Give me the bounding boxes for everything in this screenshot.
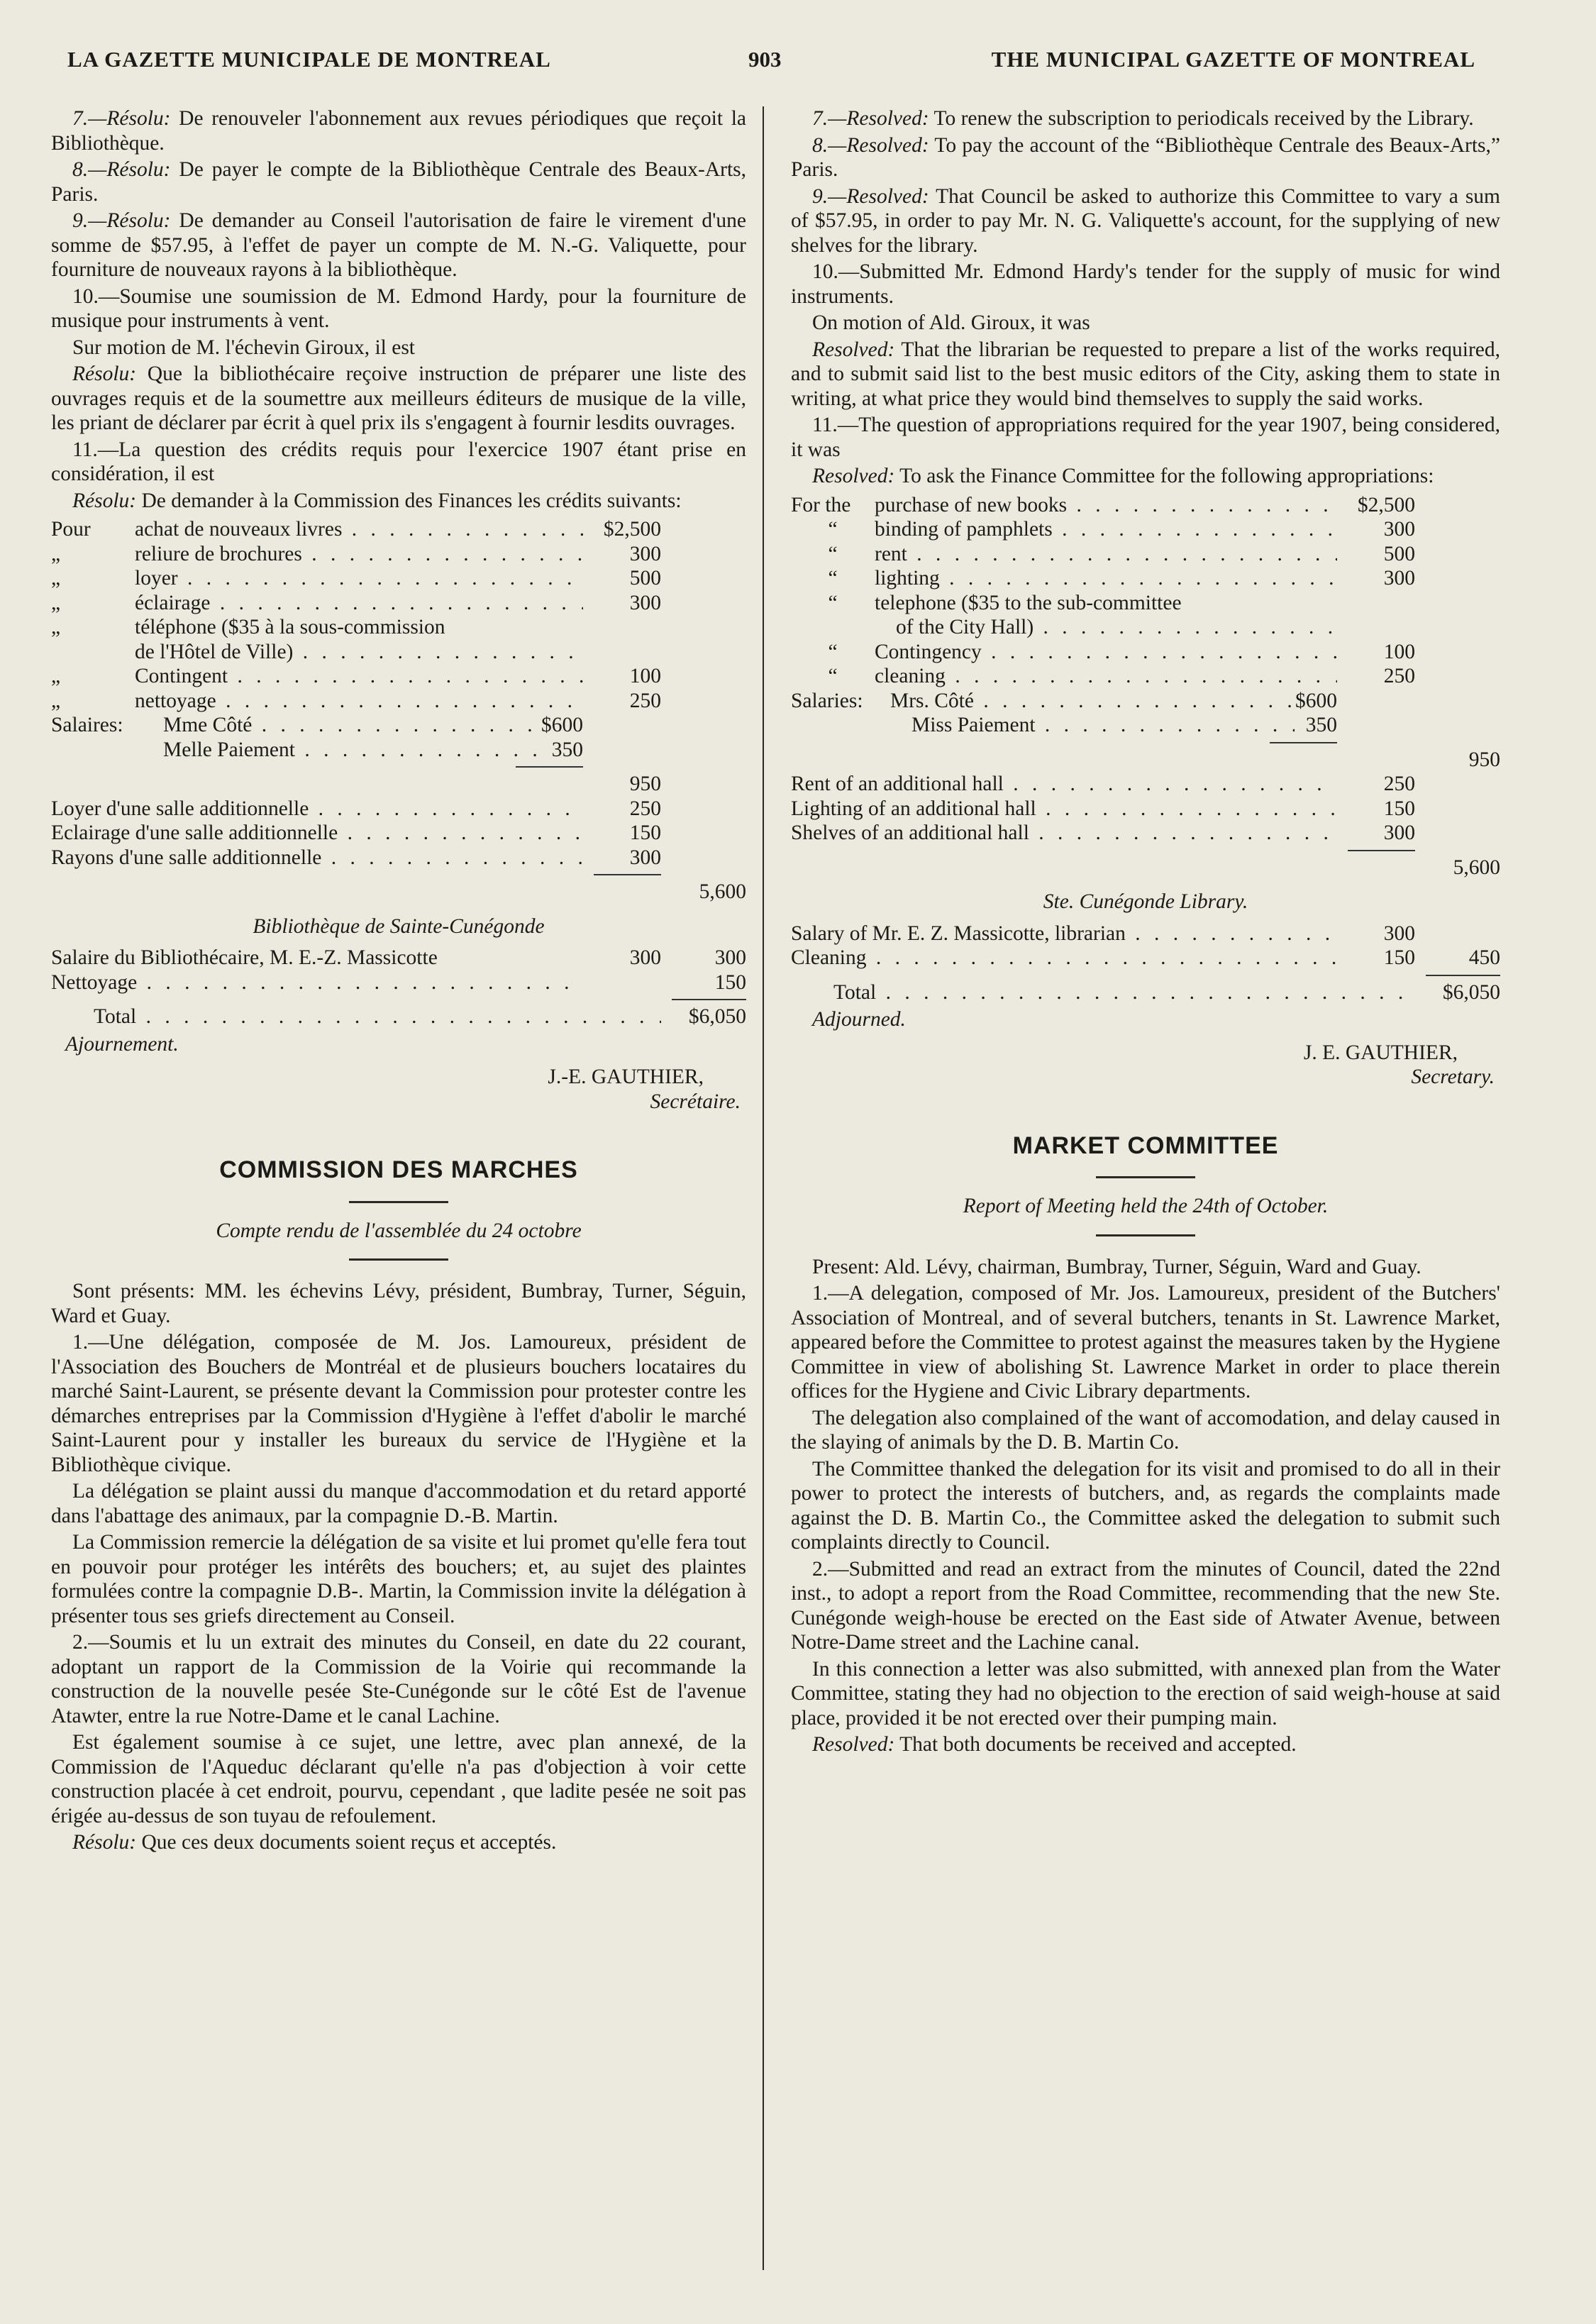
resolution-label: Résolu: bbox=[72, 1831, 137, 1854]
total-rule bbox=[791, 846, 1500, 856]
salaries-label: Salaires: bbox=[51, 714, 123, 736]
row-amount: 500 bbox=[1383, 542, 1415, 565]
resolution-label: 9.—Résolu: bbox=[72, 209, 171, 232]
resolution-label: Résolu: bbox=[72, 363, 137, 385]
salary-row bbox=[51, 946, 746, 970]
total-rule bbox=[51, 995, 746, 1005]
report-subtitle: Report of Meeting held the 24th of October. bbox=[963, 1195, 1329, 1217]
row-amount: 300 bbox=[1383, 518, 1415, 541]
row-amount: 300 bbox=[629, 542, 661, 565]
ditto-mark: „ bbox=[51, 591, 61, 614]
row-label: Rent of an additional hall . . . bbox=[791, 772, 1337, 797]
market-item-2: 2.—Soumis et lu un extrait des minutes du Conseil, en date du 22 courant, adoptant un rapport de la Commission de la Voirie qui recommande la construction de la nouvelle pesée Ste-Cunégonde sur le côté Est de l'avenue Atawter, entre la rue Notre-Dame et le canal Lachine. bbox=[51, 1631, 746, 1727]
grand-total: $6,050 bbox=[1442, 980, 1500, 1004]
resolution-label: 8.—Resolved: bbox=[812, 133, 929, 157]
total-rule bbox=[791, 970, 1500, 980]
row-label: Shelves of an additional hall . . . bbox=[791, 821, 1337, 846]
signature-block bbox=[791, 1041, 1500, 1090]
appropriation-row bbox=[51, 640, 746, 665]
salary-row bbox=[791, 713, 1500, 738]
market-item-1: 1.—Une délégation, composée de M. Jos. Lamoureux, président de l'Association des Bouchers de Montréal et de plusieurs bouchers locataires du marché Saint-Laurent, se présente devant la Commission pour protester contre les démarches entreprises par la Commission d'Hygiène à l'effet d'abolir le marché Saint-Laurent pour y installer les bureaux du service de l'Hygiène et la Bibliothèque civique. bbox=[51, 1331, 746, 1476]
row-amount: 250 bbox=[629, 797, 661, 820]
row-amount: $600 bbox=[541, 714, 583, 736]
row-label: Salaire du Bibliothécaire, M. E.-Z. Massicotte bbox=[51, 946, 438, 969]
row-amount: $2,500 bbox=[1357, 493, 1415, 516]
item-8-fr bbox=[51, 157, 746, 206]
appropriation-row bbox=[791, 821, 1500, 846]
row-amount: 100 bbox=[1383, 640, 1415, 663]
cleaning-row bbox=[791, 946, 1500, 970]
page-number: 903 bbox=[748, 47, 782, 72]
row-label: binding of pamphlets . . . bbox=[875, 517, 1337, 542]
row-label: éclairage . . . bbox=[135, 591, 583, 616]
ditto-mark: „ bbox=[51, 542, 61, 565]
row-label: de l'Hôtel de Ville) . . . bbox=[135, 640, 583, 665]
resolution-11-en bbox=[791, 464, 1500, 489]
ste-cunegonde-table-en bbox=[791, 922, 1500, 1005]
divider bbox=[349, 1258, 448, 1261]
ste-cunegonde-table-fr bbox=[51, 946, 746, 1029]
appropriation-row bbox=[51, 517, 746, 542]
appropriation-row bbox=[51, 566, 746, 591]
ditto-mark: “ bbox=[828, 591, 838, 614]
ditto-mark: “ bbox=[828, 542, 838, 565]
row-label: rent . . . bbox=[875, 542, 1337, 567]
market-item-2: 2.—Submitted and read an extract from the minutes of Council, dated the 22nd inst., to adopt a report from the Road Committee, recommending that the new Ste. Cunégonde weigh-house be erected on the East side of Atwater Avenue, between Notre-Dame street and the Lachine canal. bbox=[791, 1557, 1500, 1654]
row-amount: 250 bbox=[1383, 665, 1415, 687]
row-amount: 150 bbox=[1383, 797, 1415, 820]
total-row bbox=[791, 856, 1500, 880]
row-label: Mrs. Côté . . . bbox=[890, 689, 1295, 714]
item-7-en bbox=[791, 106, 1500, 131]
row-label: Contingent . . . bbox=[135, 664, 583, 689]
subtotal-row bbox=[51, 772, 746, 797]
ste-cunegonde-heading: Ste. Cunégonde Library. bbox=[1043, 890, 1248, 913]
appropriation-row bbox=[791, 772, 1500, 797]
report-subtitle: Compte rendu de l'assemblée du 24 octobre bbox=[216, 1219, 582, 1242]
ditto-mark: “ bbox=[828, 665, 838, 687]
row-label: lighting . . . bbox=[875, 566, 1337, 591]
resolution-10-fr bbox=[51, 362, 746, 436]
secretary-name: J.-E. GAUTHIER, bbox=[548, 1066, 704, 1088]
item-11-fr: 11.—La question des crédits requis pour l'exercice 1907 étant prise en considération, il est bbox=[51, 438, 746, 485]
item-8-en bbox=[791, 133, 1500, 182]
item-text: To pay the account of the “Bibliothèque Centrale des Beaux-Arts,” Paris. bbox=[791, 133, 1500, 181]
item-9-en bbox=[791, 184, 1500, 258]
row-amount: 300 bbox=[714, 946, 746, 969]
row-prefix: For the bbox=[791, 493, 851, 516]
appropriation-row bbox=[791, 664, 1500, 689]
appropriation-row bbox=[51, 615, 746, 640]
grand-total-row bbox=[791, 980, 1500, 1005]
salary-row bbox=[791, 689, 1500, 714]
item-text: That the librarian be requested to prepare a list of the works required, and to submit said list to the best music editors of the City, asking them to state in writing, at what price they would bind themselves to supply the said works. bbox=[791, 338, 1500, 410]
grand-total: $6,050 bbox=[688, 1005, 746, 1028]
row-amount: 500 bbox=[629, 567, 661, 590]
row-amount: 300 bbox=[1383, 922, 1415, 945]
resolution-10-en bbox=[791, 338, 1500, 411]
ditto-mark: „ bbox=[51, 567, 61, 590]
appropriation-row bbox=[791, 542, 1500, 567]
subtotal-amount: 950 bbox=[629, 773, 661, 795]
total-rule bbox=[51, 870, 746, 880]
row-amount: 300 bbox=[629, 591, 661, 614]
ditto-mark: “ bbox=[828, 518, 838, 541]
subtotal-row bbox=[791, 748, 1500, 773]
appropriation-row bbox=[51, 542, 746, 567]
row-label: nettoyage . . . bbox=[135, 689, 583, 714]
header-english-title: THE MUNICIPAL GAZETTE OF MONTREAL bbox=[991, 47, 1475, 72]
market-item-1c: The Committee thanked the delegation for its visit and promised to do all in their power to protect the interests of butchers, and, as regards the complaints made against the D. B. Martin Co., the Committee asked the delegation to submit such complaints directly to Council. bbox=[791, 1457, 1500, 1554]
item-9-fr bbox=[51, 209, 746, 282]
attendance: Present: Ald. Lévy, chairman, Bumbray, Turner, Séguin, Ward and Guay. bbox=[812, 1255, 1422, 1278]
item-text: Que ces deux documents soient reçus et acceptés. bbox=[136, 1831, 557, 1854]
resolution-label: 7.—Resolved: bbox=[812, 107, 929, 130]
resolution-label: Resolved: bbox=[812, 338, 895, 361]
column-divider bbox=[763, 106, 764, 2270]
row-amount: 250 bbox=[629, 689, 661, 712]
signature-block bbox=[51, 1065, 746, 1114]
row-amount: 450 bbox=[1468, 946, 1500, 969]
divider bbox=[1096, 1176, 1195, 1178]
row-label: achat de nouveaux livres . . . bbox=[135, 517, 583, 542]
appropriation-row bbox=[51, 821, 746, 846]
market-item-2b: In this connection a letter was also submitted, with annexed plan from the Water Committee, stating they had no objection to the erection of said weigh-house at said place, provided it be not erected over their pumping main. bbox=[791, 1657, 1500, 1730]
appropriation-row bbox=[791, 493, 1500, 518]
appropriation-row bbox=[791, 615, 1500, 640]
salaries-label: Salaries: bbox=[791, 689, 863, 712]
appropriations-table-fr bbox=[51, 517, 746, 904]
row-label: cleaning . . . bbox=[875, 664, 1337, 689]
row-label: Loyer d'une salle additionnelle . . . bbox=[51, 797, 583, 821]
item-text: That Council be asked to authorize this Committee to vary a sum of $57.95, in order to pay Mr. N. G. Valiquette's account, for the supplying of new shelves for the library. bbox=[791, 184, 1500, 257]
row-label: Miss Paiement . . . bbox=[911, 713, 1295, 738]
market-resolution bbox=[791, 1732, 1500, 1757]
row-label: Nettoyage . . . bbox=[51, 970, 583, 995]
market-item-1: 1.—A delegation, composed of Mr. Jos. Lamoureux, president of the Butchers' Association of Montreal, and of several butchers, tenants in St. Lawrence Market, appeared before the Committee to protest against the measures taken by the Hygiene Committee in view of abolishing St. Lawrence Market in order to place therein offices for the Hygiene and Civic Library departments. bbox=[791, 1282, 1500, 1402]
row-label: loyer . . . bbox=[135, 566, 583, 591]
row-amount: 350 bbox=[551, 738, 583, 761]
row-label: Cleaning . . . bbox=[791, 946, 1337, 970]
market-resolution bbox=[51, 1830, 746, 1855]
row-label: Contingency . . . bbox=[875, 640, 1337, 665]
english-column bbox=[791, 106, 1500, 1759]
item-text: That both documents be received and accepted. bbox=[894, 1733, 1297, 1756]
resolution-label: 7.—Résolu: bbox=[72, 107, 171, 130]
ditto-mark: „ bbox=[51, 689, 61, 712]
secretary-title: Secrétaire. bbox=[650, 1090, 741, 1113]
divider bbox=[349, 1201, 448, 1203]
row-amount: 300 bbox=[1383, 821, 1415, 844]
resolution-label: 9.—Resolved: bbox=[812, 184, 929, 208]
row-label: reliure de brochures . . . bbox=[135, 542, 583, 567]
ditto-mark: “ bbox=[828, 567, 838, 590]
subtotal-rule bbox=[791, 738, 1500, 748]
item-text: De demander à la Commission des Finances les crédits suivants: bbox=[136, 489, 682, 512]
motion-fr: Sur motion de M. l'échevin Giroux, il est bbox=[72, 336, 415, 359]
secretary-title: Secretary. bbox=[1411, 1066, 1495, 1088]
appropriation-row bbox=[791, 566, 1500, 591]
resolution-label: 8.—Résolu: bbox=[72, 158, 171, 181]
row-label: Melle Paiement . . . bbox=[135, 738, 541, 763]
item-text: To renew the subscription to periodicals received by the Library. bbox=[929, 107, 1474, 130]
appropriation-row bbox=[51, 689, 746, 714]
market-item-1b: The delegation also complained of the want of accomodation, and delay caused in the slaying of animals by the D. B. Martin Co. bbox=[791, 1406, 1500, 1454]
row-amount: $600 bbox=[1295, 689, 1337, 712]
row-amount: 300 bbox=[629, 946, 661, 969]
row-amount: 300 bbox=[629, 846, 661, 869]
ditto-mark: „ bbox=[51, 665, 61, 687]
market-item-2b: Est également soumise à ce sujet, une lettre, avec plan annexé, de la Commission de l'Aqueduc déclarant qu'elle n'a pas d'objection à voir cette construction placée à cet endroit, pourvu, cependant , que ladite pesée ne soit pas érigée au-dessus de son tuyau de refoulement. bbox=[51, 1731, 746, 1827]
appropriation-row bbox=[51, 664, 746, 689]
resolution-label: Resolved: bbox=[812, 465, 895, 487]
row-amount: 150 bbox=[1383, 946, 1415, 969]
french-column bbox=[51, 106, 746, 1857]
item-text: De payer le compte de la Bibliothèque Centrale des Beaux-Arts, Paris. bbox=[51, 158, 746, 206]
appropriation-row bbox=[51, 591, 746, 616]
item-10-en: 10.—Submitted Mr. Edmond Hardy's tender for the supply of music for wind instruments. bbox=[791, 260, 1500, 308]
total-amount: 5,600 bbox=[1453, 856, 1500, 879]
adjournment: Adjourned. bbox=[812, 1008, 906, 1031]
secretary-name: J. E. GAUTHIER, bbox=[1303, 1041, 1458, 1064]
subtotal-rule bbox=[51, 762, 746, 772]
item-text: Que la bibliothécaire reçoive instruction de préparer une liste des ouvrages requis et de la soumettre aux meilleurs éditeurs de musique de la ville, les priant de déclarer par écrit à quel prix ils s'engagent à fournir lesdits ouvrages. bbox=[51, 363, 746, 434]
appropriation-row bbox=[51, 797, 746, 821]
row-amount: 350 bbox=[1305, 714, 1337, 736]
header-french-title: LA GAZETTE MUNICIPALE DE MONTREAL bbox=[67, 47, 551, 72]
row-label: telephone ($35 to the sub-committee bbox=[875, 591, 1182, 614]
item-text: De demander au Conseil l'autorisation de faire le virement d'une somme de $57.95, à l'effet de payer un compte de M. N.-G. Valiquette, pour fourniture de nouveaux rayons à la bibliothèque. bbox=[51, 209, 746, 281]
item-7-fr bbox=[51, 106, 746, 155]
appropriation-row bbox=[791, 517, 1500, 542]
resolution-11-fr bbox=[51, 489, 746, 514]
ditto-mark: „ bbox=[51, 616, 61, 638]
resolution-label: Resolved: bbox=[812, 1733, 895, 1756]
row-amount: $2,500 bbox=[603, 518, 661, 541]
total-amount: 5,600 bbox=[699, 880, 746, 903]
market-item-1b: La délégation se plaint aussi du manque d'accommodation et du retard apporté dans l'abattage des animaux, par la compagnie D.-B. Martin. bbox=[51, 1480, 746, 1527]
ste-cunegonde-heading: Bibliothèque de Sainte-Cunégonde bbox=[253, 914, 545, 938]
running-head bbox=[67, 47, 1475, 82]
salary-row bbox=[51, 738, 746, 763]
appropriation-row bbox=[51, 846, 746, 870]
total-label: Total . . . bbox=[51, 1005, 661, 1029]
appropriations-table-en bbox=[791, 493, 1500, 880]
divider bbox=[1096, 1234, 1195, 1236]
appropriation-row bbox=[791, 797, 1500, 821]
market-item-1c: La Commission remercie la délégation de sa visite et lui promet qu'elle fera tout en pouvoir pour protéger les intérêts des bouchers; et, au sujet des plaintes formulées contre la compagnie D.B-. Martin, la Commission invite la délégation à présenter tous ses griefs directement au Conseil. bbox=[51, 1531, 746, 1627]
item-10-fr: 10.—Soumise une soumission de M. Edmond Hardy, pour la fourniture de musique pour instruments à vent. bbox=[51, 284, 746, 332]
row-label: Rayons d'une salle additionnelle . . . bbox=[51, 846, 583, 870]
row-label: Eclairage d'une salle additionnelle . . . bbox=[51, 821, 583, 846]
row-label: purchase of new books . . . bbox=[875, 493, 1337, 518]
row-label: Mme Côté . . . bbox=[135, 713, 541, 738]
salary-row bbox=[51, 713, 746, 738]
row-prefix: Pour bbox=[51, 518, 91, 541]
row-amount: 150 bbox=[629, 821, 661, 844]
row-label: of the City Hall) . . . bbox=[875, 615, 1337, 640]
subtotal-amount: 950 bbox=[1468, 748, 1500, 771]
row-label: Salary of Mr. E. Z. Massicotte, librarian . . . bbox=[791, 922, 1337, 946]
section-title: COMMISSION DES MARCHES bbox=[219, 1156, 578, 1183]
cleaning-row bbox=[51, 970, 746, 995]
row-amount: 250 bbox=[1383, 773, 1415, 795]
ditto-mark: “ bbox=[828, 640, 838, 663]
total-label: Total . . . bbox=[791, 980, 1415, 1005]
row-label: Lighting of an additional hall . . . bbox=[791, 797, 1337, 821]
row-amount: 300 bbox=[1383, 567, 1415, 590]
salary-row bbox=[791, 922, 1500, 946]
row-label: téléphone ($35 à la sous-commission bbox=[135, 616, 445, 638]
attendance: Sont présents: MM. les échevins Lévy, président, Bumbray, Turner, Séguin, Ward et Guay. bbox=[51, 1280, 746, 1327]
item-text: To ask the Finance Committee for the following appropriations: bbox=[894, 465, 1434, 487]
appropriation-row bbox=[791, 640, 1500, 665]
section-title: MARKET COMMITTEE bbox=[1012, 1131, 1279, 1159]
item-text: De renouveler l'abonnement aux revues périodiques que reçoit la Bibliothèque. bbox=[51, 107, 746, 155]
adjournment: Ajournement. bbox=[65, 1032, 179, 1056]
row-amount: 150 bbox=[714, 970, 746, 994]
appropriation-row bbox=[791, 591, 1500, 616]
grand-total-row bbox=[51, 1005, 746, 1029]
row-amount: 100 bbox=[629, 665, 661, 687]
total-row bbox=[51, 880, 746, 904]
resolution-label: Résolu: bbox=[72, 489, 137, 512]
item-11-en: 11.—The question of appropriations required for the year 1907, being considered, it was bbox=[791, 414, 1500, 461]
motion-en: On motion of Ald. Giroux, it was bbox=[812, 311, 1090, 334]
